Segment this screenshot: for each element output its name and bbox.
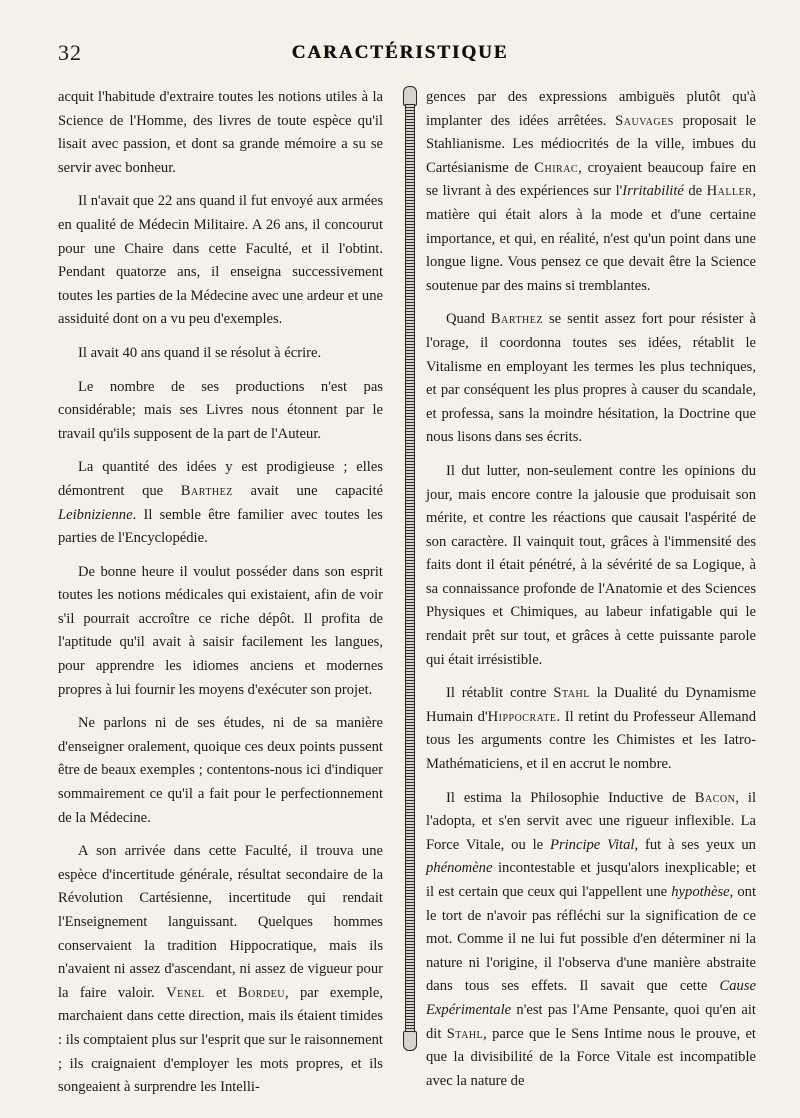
name-stahl: Stahl [446, 1025, 484, 1042]
name-venel: Venel [166, 984, 205, 1001]
left-column [58, 86, 383, 1110]
text-run: la Dualité du Dynamisme Humain d' [426, 685, 757, 725]
paragraph: Ne parlons ni de ses études, ni de sa manière d'enseigner oralement, quoique ces deux points pussent être de beaux exemples ; contentons-nous ici d'indiquer sommairement ce qu'il a fait pour le perfectionnement de la Médecine. [58, 715, 383, 826]
paragraph: acquit l'habitude d'extraire toutes les notions utiles à la Science de l'Homme, des livres de toute espèce qu'il lisait avec passion, et dont sa grande mémoire a su se servir avec bonheur. [58, 89, 383, 176]
italic-term: Leibnizienne [58, 506, 133, 523]
text-run: . Il retint du Professeur Allemand tous les arguments contre les Chimistes et les Iatro-Mathématiciens, et il en accrut le nombre. [426, 708, 757, 773]
text-run: , ont le tort de n'avoir pas réfléchi sur la signification de ce mot. Comme il ne lui fut possible d'en déterminer ni la nature ni l'origine, il l'observa d'une manière abstraite dans tous ses effets. Il savait que cette [426, 884, 756, 995]
text-run: n'est pas l'Ame Pensante, quoi qu'en ait dit [426, 1001, 756, 1042]
paragraph: Il n'avait que 22 ans quand il fut envoyé aux armées en qualité de Médecin Militaire. A 26 ans, il concourut pour une Chaire dans cette Faculté, et il l'obtint. Pendant quatorze ans, il enseigna successivement toutes les parties de la Médecine avec une ardeur et une assiduité dont on a vu peu d'exemples. [58, 193, 383, 328]
text-run: gences par des expressions ambiguës plutôt qu'à implanter des idées arrêtées. [426, 89, 756, 129]
ornament-bar [405, 104, 415, 1034]
name-barthez: Barthez [490, 311, 543, 328]
text-run: , matière qui était alors à la mode et d'une certaine importance, et qui, en réalité, n'est qu'un point dans une longue ligne. Vous pensez ce que devait être la Science soutenue par des mains si tremblantes. [426, 183, 757, 294]
italic-term: Cause Expérimentale [426, 978, 756, 1018]
running-head: CARACTÉRISTIQUE [291, 42, 509, 63]
name-chirac: Chirac [534, 159, 579, 176]
paragraph [426, 86, 756, 298]
paragraph [58, 456, 383, 550]
text-run: , il l'adopta, et s'en servit avec une rigueur inflexible. La Force Vitale, ou le [426, 789, 757, 853]
name-barthez: Barthez [180, 482, 233, 499]
column-divider-ornament [398, 86, 420, 1051]
text-run: de [683, 183, 707, 200]
text-run: proposait le Stahlianisme. Les médiocrités de la ville, imbues du Cartésianisme de [426, 112, 756, 176]
text-run: A son arrivée dans cette Faculté, il trouva une espèce d'incertitude générale, résultat secondaire de la Révolution Cartésienne, incertitude qui rendait l'Enseignement languissant. Quelques hommes conservaient la tradition Hippocratique, mais ils n'avaient ni assez d'ascendant, ni assez de vigueur pour la faire valoir. [58, 843, 383, 1001]
italic-term: Principe Vital [550, 836, 635, 853]
paragraph [426, 308, 756, 450]
italic-term: phénomène [426, 860, 493, 877]
text-run: incontestable et jusqu'alors inexplicable; et il est certain que ceux qui l'appellent une [426, 860, 756, 900]
paragraph [426, 682, 756, 776]
text-run: et [204, 984, 238, 1001]
paragraph [426, 787, 756, 1094]
name-bacon: Bacon [694, 789, 736, 806]
text-run: , par exemple, marchaient dans cette direction, mais ils étaient timides : ils comptaient plus sur l'esprit que sur le raisonnement ; ils craignaient d'employer les mots propres, et ils songeaient à surprendre les Intelli- [58, 984, 383, 1096]
paragraph: Le nombre de ses productions n'est pas considérable; mais ses Livres nous étonnent par le travail qu'ils supposent de la part de l'Auteur. [58, 378, 383, 442]
text-run: Il estima la Philosophie Inductive de [446, 789, 695, 806]
ornament-finial-top [403, 86, 417, 106]
right-column [426, 86, 756, 1103]
paragraph: De bonne heure il voulut posséder dans son esprit toutes les notions médicales qui existaient, afin de voir s'il pourrait accroître ce riche dépôt. Il profita de l'aptitude qu'il avait à saisir facilement les langues, pour apprendre les idiomes anciens et modernes propres à lui fournir les moyens d'exécuter son projet. [58, 563, 383, 698]
name-bordeu: Bordeu [237, 984, 286, 1001]
text-run: Il rétablit contre [446, 685, 554, 702]
text-run: , fut à ses yeux un [634, 836, 756, 853]
name-stahl: Stahl [553, 685, 590, 702]
text-run: La quantité des idées y est prodigieuse ; elles démontrent que [58, 459, 383, 499]
paragraph: Il dut lutter, non-seulement contre les opinions du jour, mais encore contre la jalousie que produisait son mérite, et contre les réactions que causait l'aspérité de son caractère. Il vainquit tout, grâces à l'immensité des faits dont il était pénétré, à la sévérité de sa Logique, à sa connaissance profonde de l'Anatomie et des Sciences Physiques et Chimiques, au labeur infatigable qui le rendait prêt sur tout, et grâces à cette puissante parole qui était irrésistible. [426, 462, 756, 668]
text-run: . Il semble être familier avec toutes les parties de l'Encyclopédie. [58, 506, 383, 547]
ornament-finial-bottom [403, 1031, 417, 1051]
name-hippocrate: Hippocrate [487, 708, 557, 725]
text-run: , croyaient beaucoup faire en se livrant à des expériences sur l' [426, 159, 756, 200]
text-run: Quand [446, 311, 491, 328]
text-run: avait une capacité [232, 482, 383, 499]
page-number: 32 [58, 40, 82, 65]
paragraph [58, 840, 383, 1100]
text-run: se sentit assez fort pour résister à l'orage, il coordonna toutes ses idées, rétablit le Vitalisme en employant les termes les plus techniques, et par conséquent les plus propres à causer du scandale, et professa, sans la moindre hésitation, la Doctrine que nous lisons dans ses écrits. [426, 311, 757, 446]
text-run: , parce que le Sens Intime nous le prouve, et que la divisibilité de la Force Vitale est incompatible avec la nature de [426, 1025, 756, 1089]
italic-term: Irritabilité [622, 183, 684, 200]
paragraph: Il avait 40 ans quand il se résolut à écrire. [78, 344, 322, 361]
name-haller: Haller [706, 183, 753, 200]
name-sauvages: Sauvages [615, 112, 674, 129]
italic-term: hypothèse [671, 884, 730, 900]
